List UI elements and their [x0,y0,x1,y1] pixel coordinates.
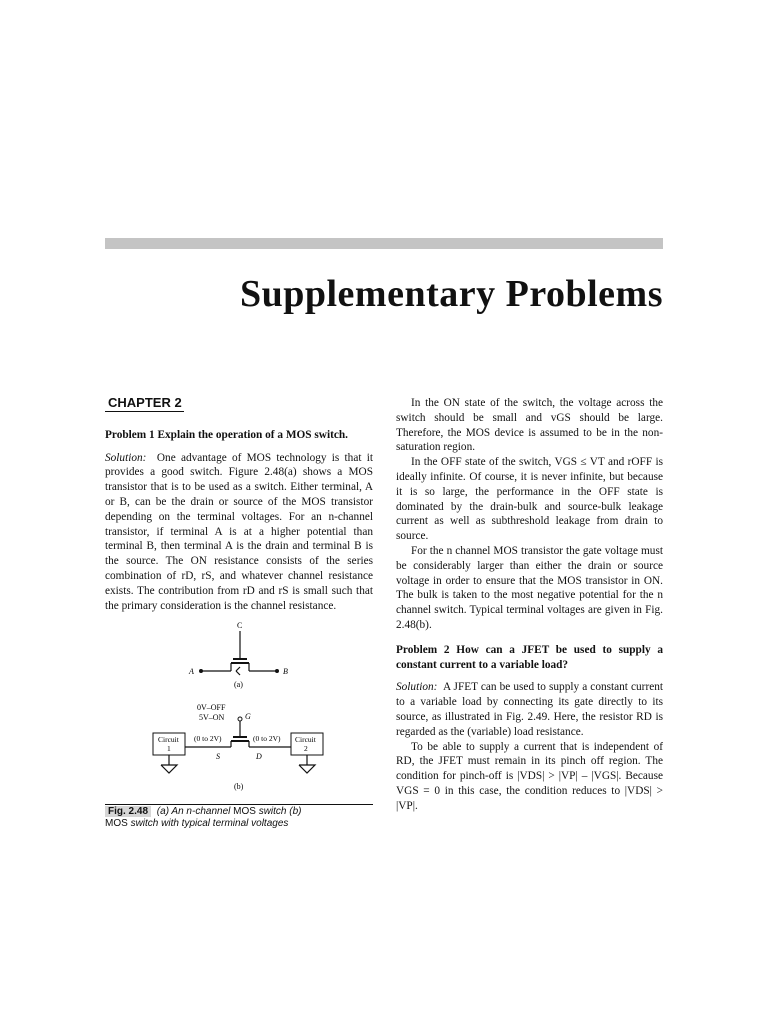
circuit-1-label: Circuit [158,735,179,745]
problem-2-solution [396,680,663,739]
off-label: 0V–OFF [197,703,226,713]
left-column [105,396,373,830]
solution-text-2: A JFET can be used to supply a constant current to a variable load by connecting its gate directly to its source, as illustrated in Fig. 2.49. Here, the resistor RD is regarded as the (variable) load resistance. [396,681,664,738]
caption-mos: MOS [233,806,256,818]
circuit-1-number: 1 [167,744,171,754]
caption-mos-2: MOS [105,818,128,830]
circuit-2-number: 2 [304,744,308,754]
on-state-paragraph: In the ON state of the switch, the voltage across the switch should be small and vGS should be large. Therefore, the MOS device is assumed to be in the non-saturation region. [396,397,663,454]
figure-2-48 [105,619,373,804]
right-column [396,396,663,814]
figure-number: Fig. 2.48 [105,806,151,817]
mos-switch-diagram [105,619,373,804]
circuit-2-label: Circuit [295,735,316,745]
header-rule [105,238,663,249]
range-label-1: (0 to 2V) [194,734,222,744]
label-a: A [189,667,194,677]
pinch-off-paragraph: To be able to supply a current that is independent of RD, the JFET must remain in its pinch off region. The condition for pinch-off is |VDS| > |VP| – |VGS|. Because VGS = 0 in this case, the condition reduces to |VDS| > |VP|. [396,740,663,812]
label-b: B [283,667,288,677]
chapter-heading: CHAPTER 2 [105,396,184,412]
problem-1-solution [105,451,373,614]
sub-label-b: (b) [234,782,244,792]
label-s: S [216,752,220,762]
caption-switch-b: switch (b) [258,806,302,818]
n-channel-paragraph: For the n channel MOS transistor the gate voltage must be considerably larger than either the drain or source voltage in order to ensure that the MOS transistor in ON. The bulk is taken to the most negative potential for the n channel switch. Typical terminal voltages are given in Fig. 2.48(b). [396,544,663,631]
figure-caption [105,804,373,830]
solution-label-2: Solution: [396,681,438,694]
solution-label: Solution: [105,451,147,464]
caption-part-a: (a) An n-channel [156,806,231,818]
on-label: 5V–ON [199,713,225,723]
problem-1-statement: Problem 1 Explain the operation of a MOS switch. [105,428,348,441]
label-c: C [237,621,243,631]
range-label-2: (0 to 2V) [253,734,281,744]
off-state-paragraph: In the OFF state of the switch, VGS ≤ VT and rOFF is ideally infinite. Of course, it is never infinite, but because it is so large, the performance in the OFF state is dominated by the drain-bulk and source-bulk leakage current as well as subthreshold leakage from drain to source. [396,456,663,543]
problem-2-statement: Problem 2 How can a JFET be used to supply a constant current to a variable load? [396,643,663,671]
page-title: Supplementary Problems [239,273,663,315]
label-g: G [245,712,251,722]
sub-label-a: (a) [234,680,243,690]
solution-text: One advantage of MOS technology is that it provides a good switch. Figure 2.48(a) shows a MOS transistor that is to be used as a switch. Either terminal, A or B, can be the drain or source of the MOS transistor depending on the terminal voltages. For an n-channel transistor, if terminal A is at a higher potential than terminal B, then terminal A is the drain and terminal B is the source. The ON resistance consists of the series combination of rD, rS, and whatever channel resistance exists. The contribution from rD and rS is small such that the primary consideration is the channel resistance. [105,451,373,612]
caption-line-2: switch with typical terminal voltages [130,818,289,830]
label-d: D [256,752,262,762]
